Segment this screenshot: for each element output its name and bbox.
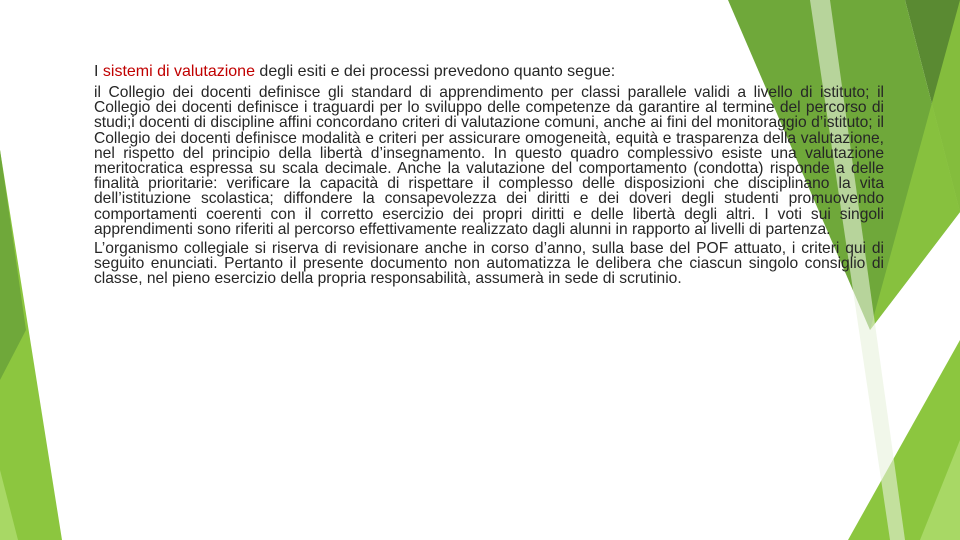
- intro-before: I: [94, 63, 103, 80]
- paragraph-1: il Collegio dei docenti definisce gli standard di apprendimento per classi parallele validi a livello di istituto; il Collegio dei docenti definisce i traguardi per lo sviluppo delle competenze da garantire al termine del percorso di studi;i docenti di discipline affini concordano criteri di valutazione comuni, anche ai fini del monitoraggio d’istituto; il Collegio dei docenti definisce modalità e criteri per assicurare omogeneità, equità e trasparenza della valutazione, nel rispetto del principio della libertà d’insegnamento. In questo quadro complessivo esiste una valutazione meritocratica espressa su scala decimale. Anche la valutazione del comportamento (condotta) risponde a delle finalità prioritarie: verificare la capacità di rispettare il complesso delle disposizioni che disciplinano la vita dell’istituzione scolastica; diffondere la consapevolezza dei diritti e dei doveri degli studenti promuovendo comportamenti coerenti con il corretto esercizio dei propri diritti e delle libertà degli altri. I voti sui singoli apprendimenti sono riferiti al percorso effettivamente realizzato dagli alunni in rapporto ai livelli di partenza.: [94, 84, 884, 238]
- intro-highlight: sistemi di valutazione: [102, 63, 255, 80]
- paragraph-2: L’organismo collegiale si riserva di revisionare anche in corso d’anno, sulla base del POF attuato, i criteri qui di seguito enunciati. Pertanto il presente documento non automatizza le delibera che ciascun singolo consiglio di classe, nel pieno esercizio della propria responsabilità, assumerà in sede di scrutinio.: [94, 240, 884, 288]
- main-text-box: [94, 62, 884, 291]
- intro-line: [94, 62, 884, 81]
- intro-after: degli esiti e dei processi prevedono quanto segue:: [254, 63, 616, 80]
